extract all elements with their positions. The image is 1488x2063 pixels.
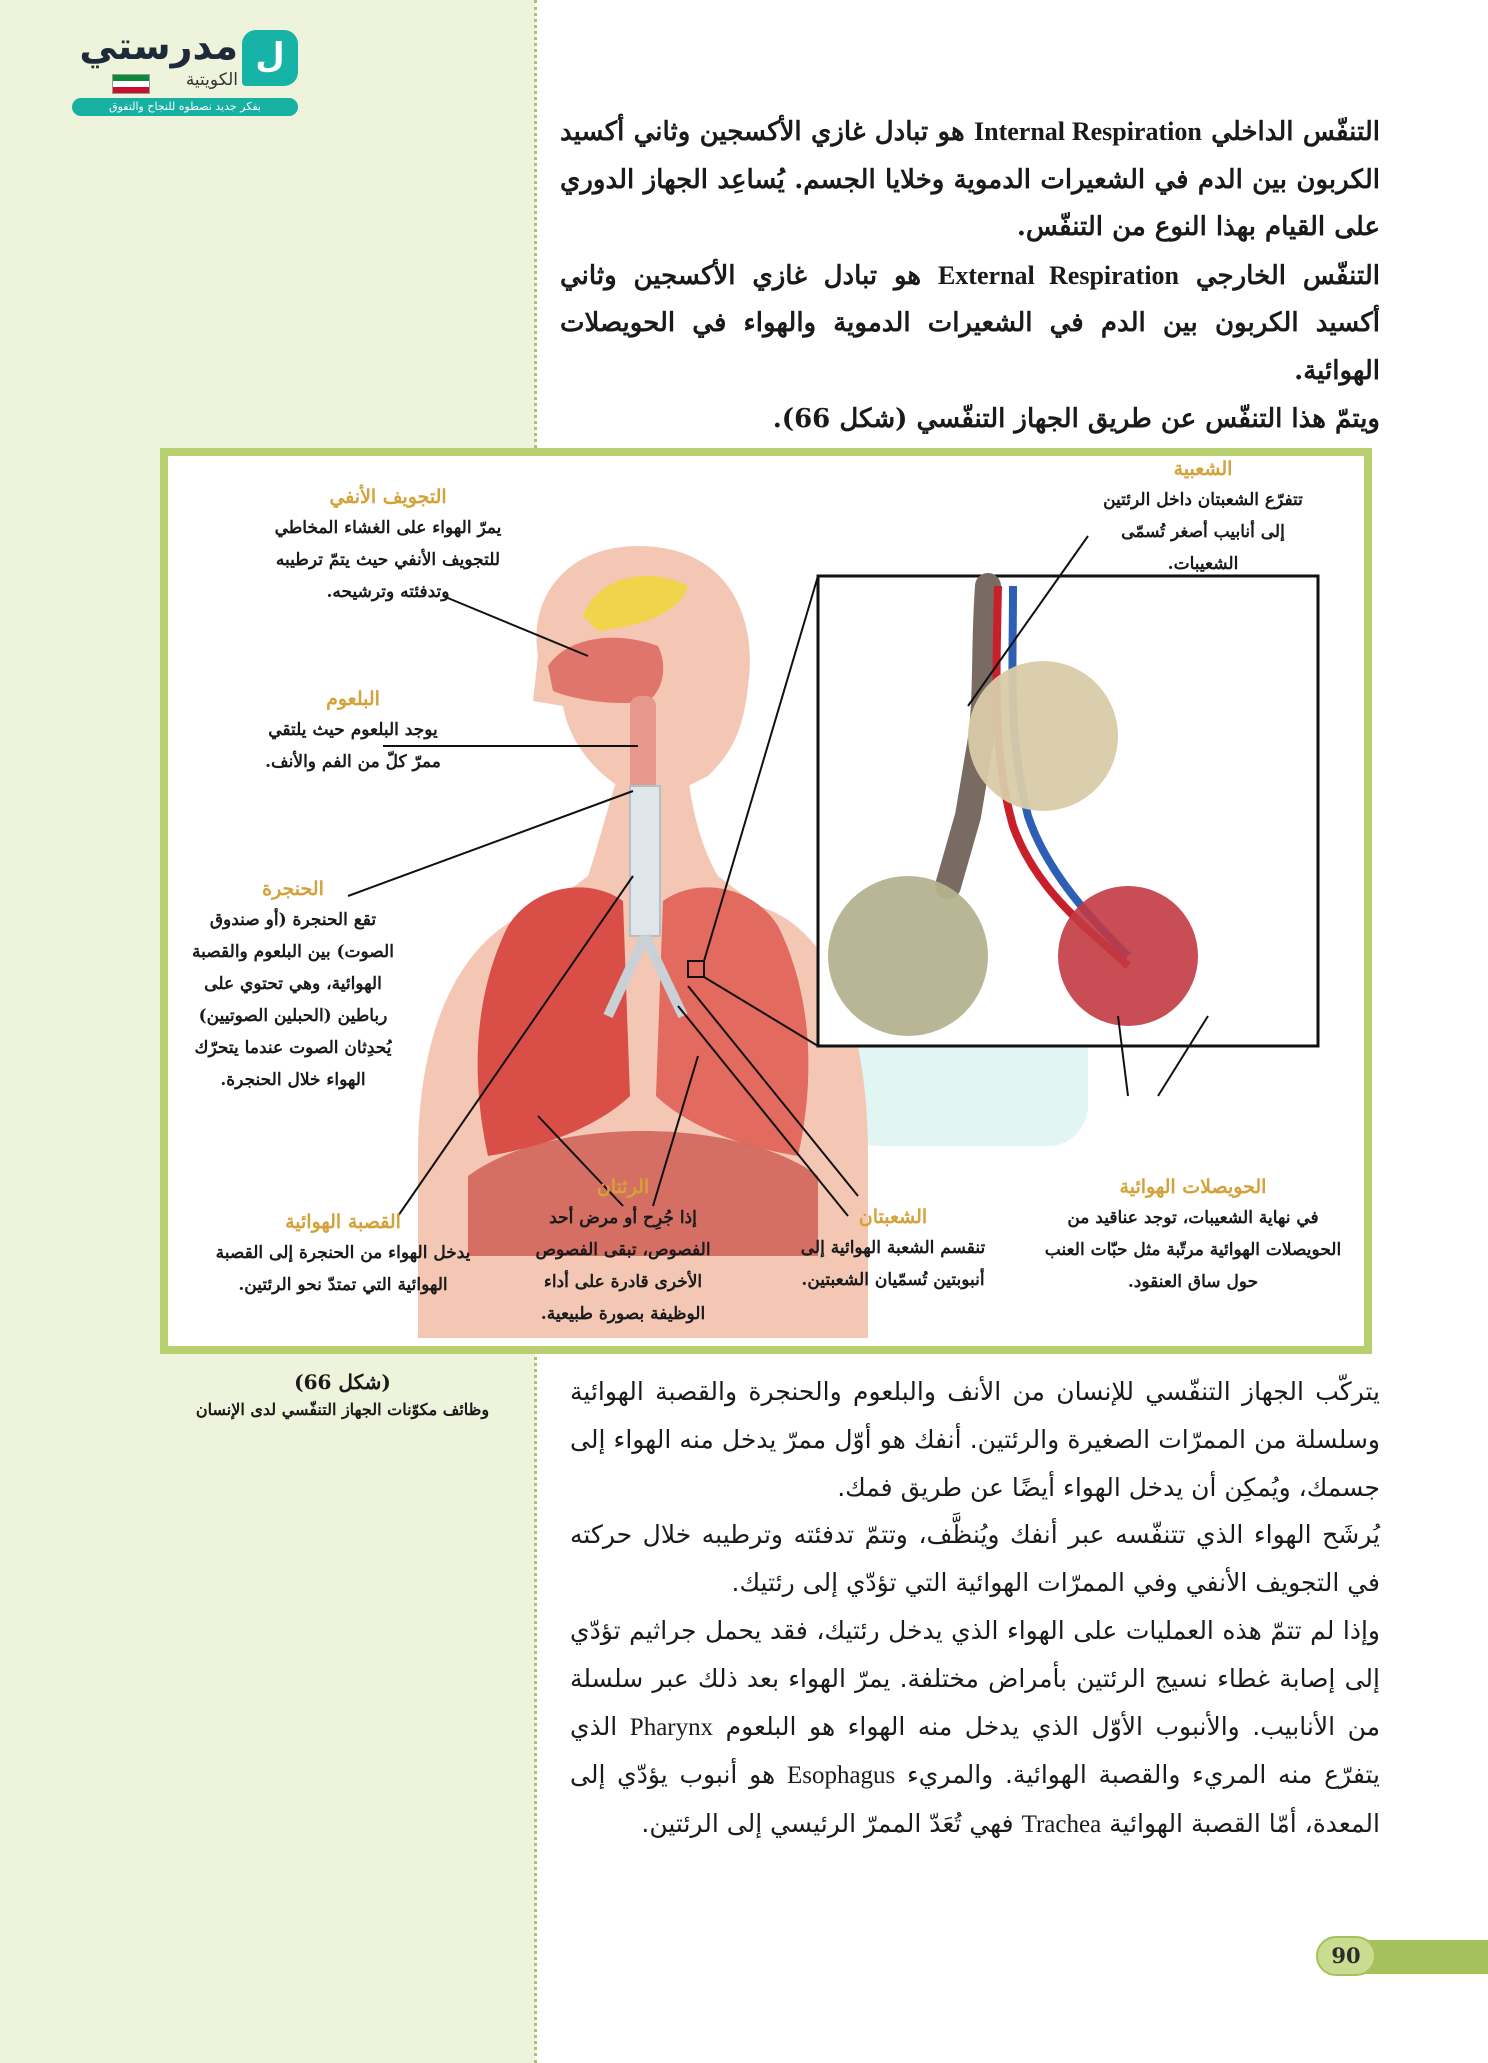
kuwait-flag-icon [112, 74, 150, 94]
respiration-note: ويتمّ هذا التنفّس عن طريق الجهاز التنفّسي (شكل 66). [772, 403, 1380, 434]
figure-caption-text: وظائف مكوّنات الجهاز التنفّسي لدى الإنسان [195, 1400, 490, 1419]
label-trachea [198, 1211, 488, 1301]
term-esophagus: Esophagus [786, 1762, 896, 1790]
logo-mark-icon: ل [242, 30, 298, 86]
label-description: يمرّ الهواء على الغشاء المخاطي للتجويف الأنفي حيث يتمّ ترطيبه وتدفئته وترشيحه. [274, 518, 502, 602]
text-segment: هو تبادل غازي الأكسجين وثاني أكسيد الكربون بين الدم في الشعيرات الدموية والهواء في الحويصلات الهوائية. [560, 260, 1380, 386]
label-title: الشعبية [1173, 458, 1233, 480]
text-segment: التنفّس الخارجي [1179, 260, 1380, 291]
logo-subtitle: الكويتية [185, 70, 238, 90]
alveolar-cluster-section [828, 876, 988, 1036]
text-segment: هو أنبوب يؤدّي إلى المعدة، أمّا القصبة الهوائية [570, 1760, 1380, 1839]
label-title: الرئتان [596, 1176, 650, 1198]
label-larynx [188, 878, 398, 1096]
label-description: في نهاية الشعيبات، توجد عناقيد من الحويصلات الهوائية مرتّبة مثل حبّات العنب حول ساق العنقود. [1044, 1208, 1342, 1292]
figure-caption [160, 1370, 525, 1419]
label-title: التجويف الأنفي [329, 486, 447, 508]
label-title: الشعبتان [858, 1206, 928, 1228]
label-description: يوجد البلعوم حيث يلتقي ممرّ كلّ من الفم والأنف. [265, 720, 441, 772]
alveolar-cluster [968, 661, 1118, 811]
internal-respiration-paragraph [560, 108, 1380, 252]
respiratory-system-figure [160, 448, 1372, 1354]
label-nasal-cavity [263, 486, 513, 608]
label-title: البلعوم [326, 688, 380, 710]
label-title: الحنجرة [262, 878, 324, 900]
capillary-network [1058, 886, 1198, 1026]
text-segment: فهي تُعَدّ الممرّ الرئيسي إلى الرئتين. [641, 1809, 1022, 1839]
text-segment: وإذا لم تتمّ هذه العمليات على الهواء الذي يدخل رئتيك، فقد يحمل جراثيم تؤدّي إلى إصابة غطاء نسيج الرئتين بأمراض مختلفة. يمرّ الهواء بعد ذلك عبر سلسلة من الأنابيب. والأنبوب الأوّل الذي يدخل منه الهواء هو البلعوم [570, 1615, 1380, 1741]
term-internal-respiration: Internal Respiration [974, 117, 1202, 146]
label-lungs [523, 1176, 723, 1330]
label-pharynx [263, 688, 443, 778]
term-external-respiration: External Respiration [937, 260, 1180, 290]
trachea-shape [630, 786, 660, 936]
label-alveoli [1038, 1176, 1348, 1298]
label-bronchiole [1098, 458, 1308, 580]
label-description: تقع الحنجرة (أو صندوق الصوت) بين البلعوم والقصبة الهوائية، وهي تحتوي على رباطين (الحبلين الصوتيين) يُحدِثان الصوت عندما يتحرّك الهواء خلال الحنجرة. [192, 910, 394, 1090]
logo-name: مدرستي [79, 24, 238, 68]
body-text [570, 1368, 1380, 1849]
label-description: يدخل الهواء من الحنجرة إلى القصبة الهوائية التي تمتدّ نحو الرئتين. [215, 1243, 471, 1295]
label-title: الحويصلات الهوائية [1119, 1176, 1267, 1198]
term-trachea: Trachea [1021, 1811, 1102, 1839]
term-pharynx: Pharynx [629, 1713, 714, 1741]
body-paragraph: يتركّب الجهاز التنفّسي للإنسان من الأنف والبلعوم والحنجرة والقصبة الهوائية وسلسلة من الممرّات الصغيرة والرئتين. أنفك هو أوّل ممرّ يدخل منه الهواء إلى جسمك، ويُمكِن أن يدخل الهواء أيضًا عن طريق فمك. [570, 1377, 1380, 1502]
text-segment: الذي يتفرّع منه المريء والقصبة الهوائية. والمريء [570, 1711, 1380, 1790]
label-description: تنقسم الشعبة الهوائية إلى أنبوبتين تُسمّيان الشعبتين. [800, 1238, 986, 1290]
label-description: إذا جُرِح أو مرض أحد الفصوص، تبقى الفصوص الأخرى قادرة على أداء الوظيفة بصورة طبيعية. [535, 1208, 711, 1324]
label-description: تتفرّع الشعبتان داخل الرئتين إلى أنابيب أصغر تُسمّى الشعيبات. [1103, 490, 1303, 574]
page-number: 90 [1316, 1936, 1376, 1976]
figure-number: (شكل 66) [294, 1370, 391, 1394]
label-title: القصبة الهوائية [285, 1211, 401, 1233]
brand-logo[interactable] [70, 24, 300, 118]
intro-text [560, 108, 1380, 443]
text-segment: التنفّس الداخلي [1201, 117, 1381, 147]
body-paragraph [570, 1607, 1380, 1849]
body-paragraph: يُرشَح الهواء الذي تتنفّسه عبر أنفك ويُنظَّف، وتتمّ تدفئته وترطيبه خلال حركته في التجويف الأنفي وفي الممرّات الهوائية التي تؤدّي إلى رئتيك. [570, 1520, 1380, 1598]
label-bronchi [783, 1206, 1003, 1296]
logo-slogan: بفكر جديد نصطوه للنجاح والتفوق [72, 98, 298, 116]
external-respiration-paragraph [560, 252, 1380, 396]
text-segment: هو تبادل غازي الأكسجين وثاني أكسيد الكربون بين الدم في الشعيرات الدموية وخلايا الجسم. يُساعِد الجهاز الدوري على القيام بهذا النوع من التنفّس. [560, 117, 1380, 243]
